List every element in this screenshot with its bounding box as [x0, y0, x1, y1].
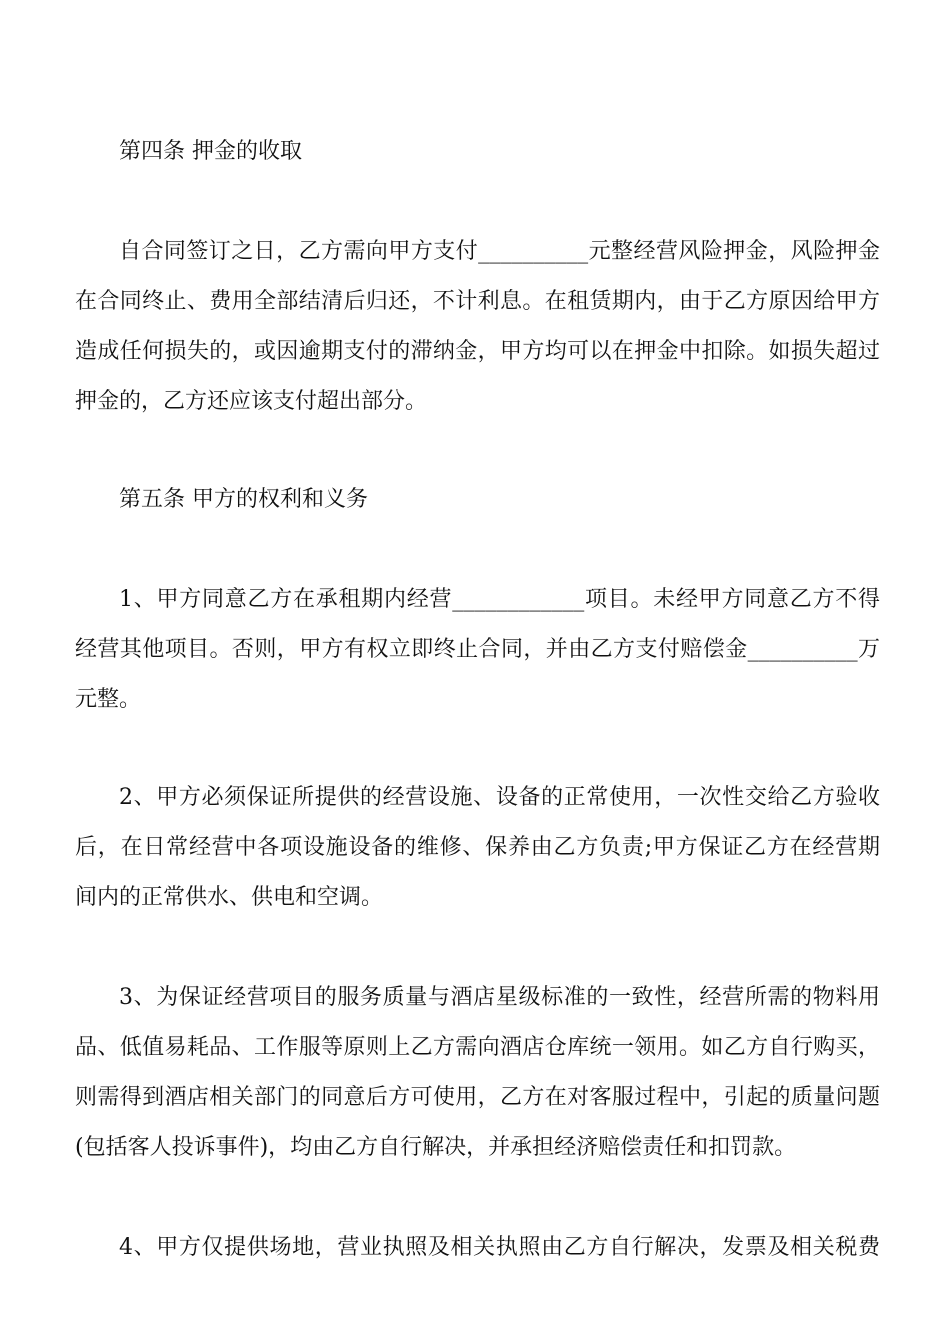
article5-item3-line-3: 则需得到酒店相关部门的同意后方可使用，乙方在对客服过程中，引起的质量问题 — [75, 1085, 880, 1110]
article4-paragraph-line-1: 自合同签订之日，乙方需向甲方支付__________元整经营风险押金，风险押金 — [119, 239, 880, 264]
article5-item2-line-1: 2、甲方必须保证所提供的经营设施、设备的正常使用，一次性交给乙方验收 — [119, 785, 880, 810]
article5-item3-line-1: 3、为保证经营项目的服务质量与酒店星级标准的一致性，经营所需的物料用 — [119, 985, 880, 1010]
article5-item3-line-4: (包括客人投诉事件)，均由乙方自行解决，并承担经济赔偿责任和扣罚款。 — [75, 1135, 797, 1160]
article5-item1-line-3: 元整。 — [75, 687, 142, 712]
article4-heading: 第四条 押金的收取 — [119, 139, 302, 164]
article5-item1-line-2: 经营其他项目。否则，甲方有权立即终止合同，并由乙方支付赔偿金__________万 — [75, 637, 880, 662]
article5-item4-line-1: 4、甲方仅提供场地，营业执照及相关执照由乙方自行解决，发票及相关税费 — [119, 1235, 880, 1260]
article4-paragraph-line-4: 押金的，乙方还应该支付超出部分。 — [75, 389, 428, 414]
article5-item1-line-1: 1、甲方同意乙方在承租期内经营____________项目。未经甲方同意乙方不得 — [119, 587, 880, 612]
article5-item2-line-3: 间内的正常供水、供电和空调。 — [75, 885, 384, 910]
article4-paragraph-line-2: 在合同终止、费用全部结清后归还，不计利息。在租赁期内，由于乙方原因给甲方 — [75, 289, 880, 314]
article4-paragraph-line-3: 造成任何损失的，或因逾期支付的滞纳金，甲方均可以在押金中扣除。如损失超过 — [75, 339, 880, 364]
article5-item3-line-2: 品、低值易耗品、工作服等原则上乙方需向酒店仓库统一领用。如乙方自行购买， — [75, 1035, 880, 1060]
article5-item2-line-2: 后，在日常经营中各项设施设备的维修、保养由乙方负责;甲方保证乙方在经营期 — [75, 835, 880, 860]
article5-heading: 第五条 甲方的权利和义务 — [119, 487, 368, 512]
